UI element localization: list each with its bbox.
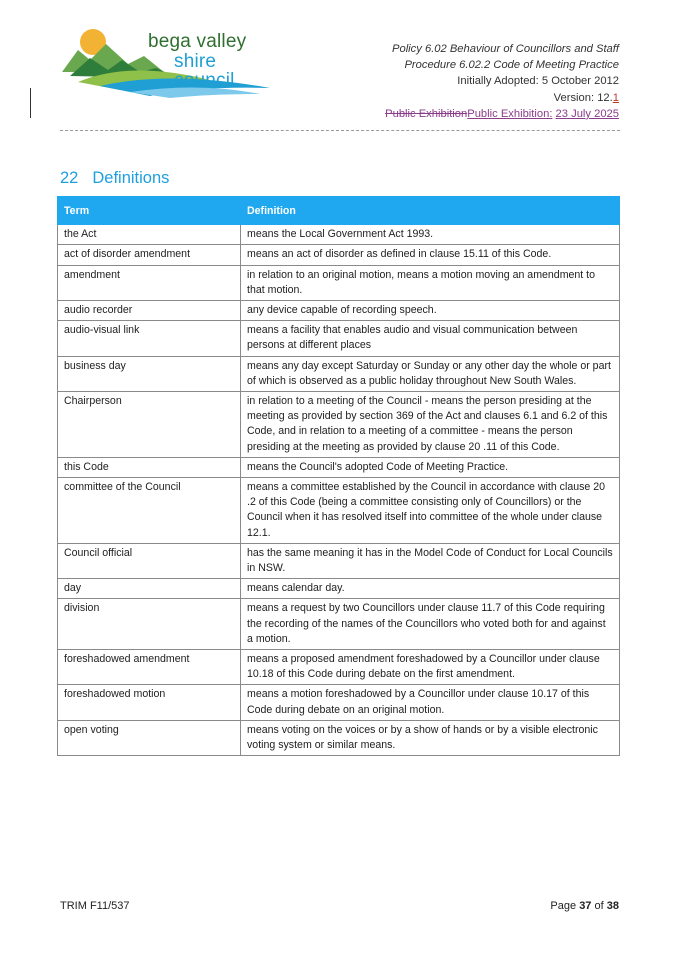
- table-row: [58, 543, 620, 578]
- section-heading: [60, 169, 169, 188]
- term-cell: amendment: [58, 265, 241, 300]
- term-cell: Chairperson: [58, 392, 241, 458]
- table-row: [58, 265, 620, 300]
- term-cell: this Code: [58, 457, 241, 477]
- definition-cell: means voting on the voices or by a show of hands or by a visible electronic voting system or similar means.: [241, 720, 620, 755]
- definition-cell: means the Council's adopted Code of Meeting Practice.: [241, 457, 620, 477]
- exhibition-deleted: Public Exhibition: [385, 107, 468, 120]
- table-row: [58, 225, 620, 245]
- table-row: [58, 321, 620, 356]
- definition-cell: means calendar day.: [241, 579, 620, 599]
- header-divider: [60, 130, 620, 131]
- version-text: Version: 12.: [553, 91, 613, 104]
- version-line: [385, 90, 619, 106]
- term-cell: foreshadowed motion: [58, 685, 241, 720]
- logo-line-1: bega valley: [148, 31, 247, 52]
- trim-reference: TRIM F11/537: [60, 900, 130, 912]
- term-cell: foreshadowed amendment: [58, 650, 241, 685]
- page-current: 37: [579, 900, 592, 912]
- term-column-header: Term: [58, 197, 241, 225]
- term-cell: Council official: [58, 543, 241, 578]
- table-row: [58, 457, 620, 477]
- definition-cell: in relation to an original motion, means a motion moving an amendment to that motion.: [241, 265, 620, 300]
- revision-change-bar: [30, 88, 31, 118]
- table-row: [58, 392, 620, 458]
- table-row: [58, 245, 620, 265]
- document-meta: [385, 41, 619, 122]
- section-number: 22: [60, 169, 79, 187]
- definition-cell: any device capable of recording speech.: [241, 301, 620, 321]
- exhibition-inserted: Public Exhibition:: [467, 107, 553, 120]
- logo-wordmark: [148, 32, 280, 90]
- term-cell: open voting: [58, 720, 241, 755]
- definition-cell: has the same meaning it has in the Model Code of Conduct for Local Councils in NSW.: [241, 543, 620, 578]
- definition-cell: means a motion foreshadowed by a Councillor under clause 10.17 of this Code during debate on an original motion.: [241, 685, 620, 720]
- term-cell: audio recorder: [58, 301, 241, 321]
- page-number: [550, 900, 619, 912]
- table-row: [58, 599, 620, 650]
- definition-cell: means any day except Saturday or Sunday or any other day the whole or part of which is observed as a public holiday throughout New South Wales.: [241, 356, 620, 391]
- table-row: [58, 478, 620, 544]
- logo-line-2: shire council: [174, 51, 235, 91]
- adopted-date: Initially Adopted: 5 October 2012: [457, 75, 619, 88]
- definition-cell: means a committee established by the Council in accordance with clause 20 .2 of this Code (being a committee consisting only of Councillors) or the Council when it has resolved itself into committee of the whole under clause 12.1.: [241, 478, 620, 544]
- table-row: [58, 579, 620, 599]
- definition-cell: means a proposed amendment foreshadowed by a Councillor under clause 10.18 of this Code during debate on the first amendment.: [241, 650, 620, 685]
- page-label: Page: [550, 900, 577, 912]
- term-cell: audio-visual link: [58, 321, 241, 356]
- procedure-title: Procedure 6.02.2 Code of Meeting Practice: [404, 59, 619, 72]
- section-title: Definitions: [92, 169, 170, 187]
- term-cell: act of disorder amendment: [58, 245, 241, 265]
- definition-cell: means the Local Government Act 1993.: [241, 225, 620, 245]
- term-cell: committee of the Council: [58, 478, 241, 544]
- page-of: of: [594, 900, 604, 912]
- term-cell: business day: [58, 356, 241, 391]
- table-row: [58, 685, 620, 720]
- definition-cell: means an act of disorder as defined in clause 15.11 of this Code.: [241, 245, 620, 265]
- term-cell: day: [58, 579, 241, 599]
- definitions-table: [57, 196, 620, 756]
- definition-cell: means a facility that enables audio and visual communication between persons at different places: [241, 321, 620, 356]
- term-cell: division: [58, 599, 241, 650]
- definitions-table-body: [58, 225, 620, 756]
- exhibition-line: [385, 106, 619, 122]
- council-logo: [60, 20, 280, 98]
- version-insertion: 1: [612, 91, 619, 104]
- definition-column-header: Definition: [241, 197, 620, 225]
- table-header-row: [58, 197, 620, 225]
- table-row: [58, 356, 620, 391]
- definition-cell: in relation to a meeting of the Council - means the person presiding at the meeting as provided by section 369 of the Act and clauses 6.1 and 6.2 of this Code, and in relation to a meeting of a committee - means the person presiding at the meeting as provided by clause 20 .11 of this Code.: [241, 392, 620, 458]
- page-total: 38: [606, 900, 619, 912]
- table-row: [58, 301, 620, 321]
- definition-cell: means a request by two Councillors under clause 11.7 of this Code requiring the recording of the names of the Councillors who voted both for and against a motion.: [241, 599, 620, 650]
- table-row: [58, 720, 620, 755]
- exhibition-date: 23 July 2025: [555, 107, 619, 120]
- term-cell: the Act: [58, 225, 241, 245]
- table-row: [58, 650, 620, 685]
- policy-title: Policy 6.02 Behaviour of Councillors and Staff: [392, 43, 619, 55]
